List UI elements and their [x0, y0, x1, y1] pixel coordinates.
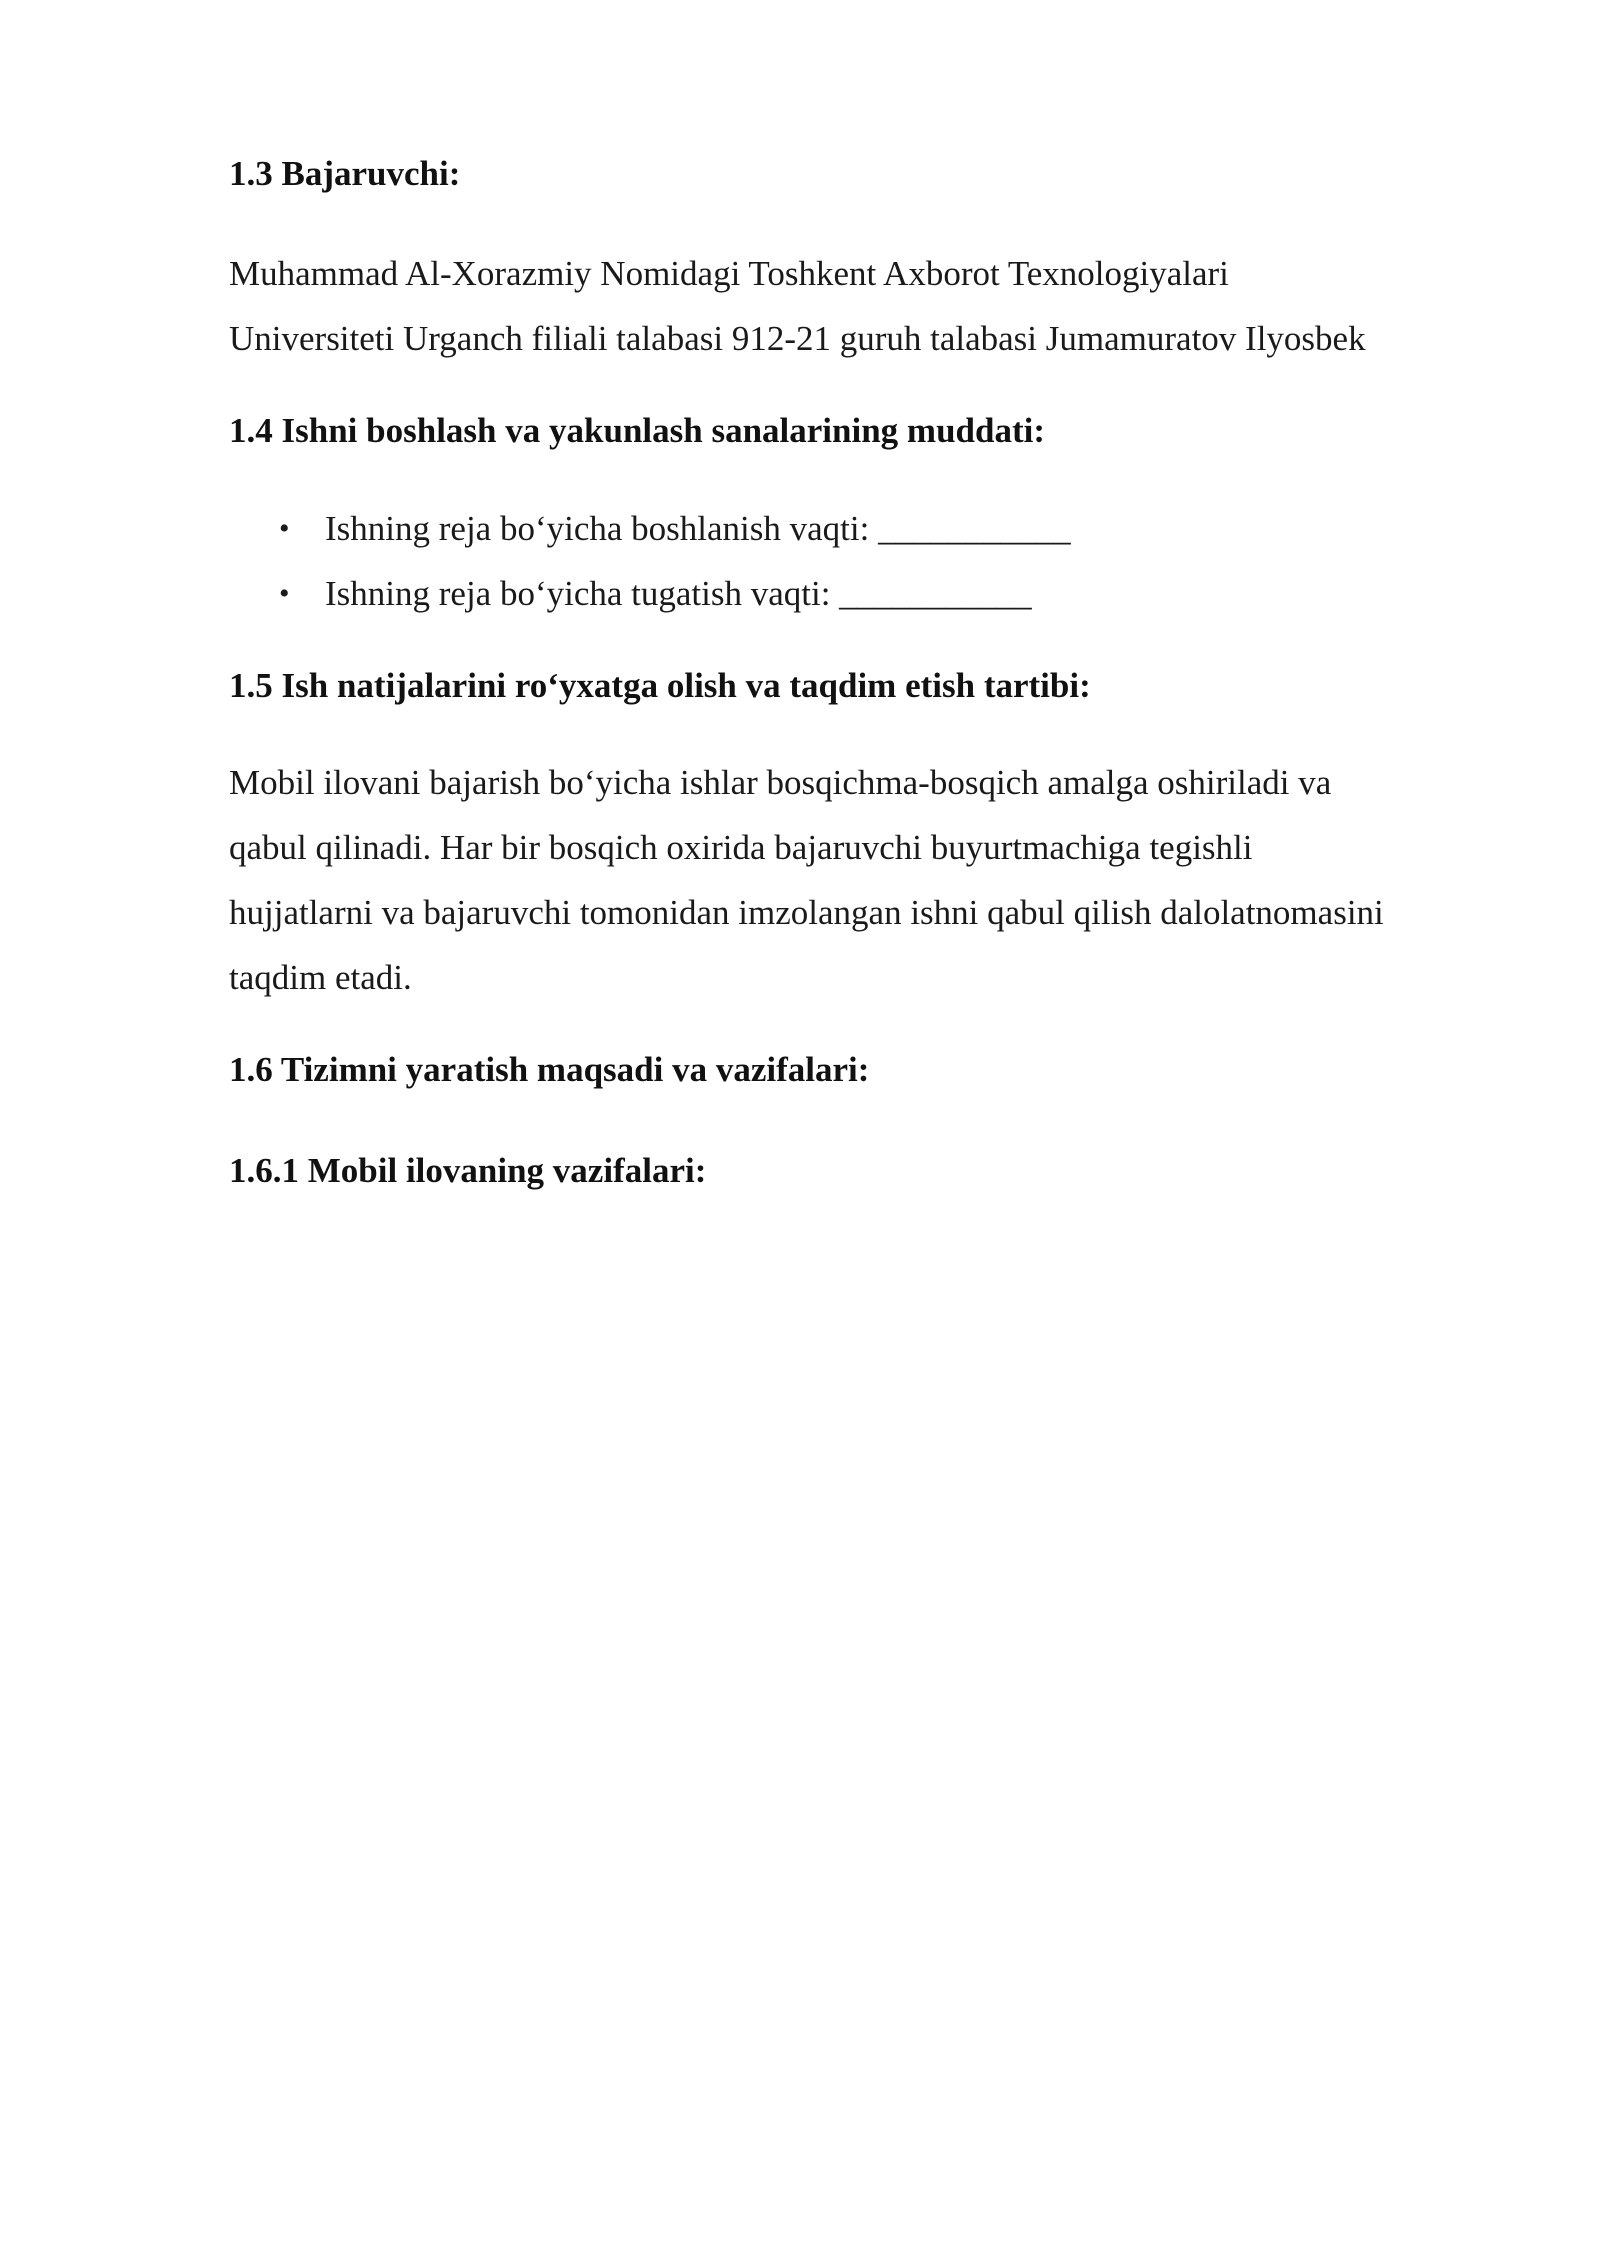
- section-heading-deadlines: 1.4 Ishni boshlash va yakunlash sanalarining muddati:: [229, 411, 1046, 450]
- list-item: [279, 561, 1479, 626]
- section-heading-app-tasks: 1.6.1 Mobil ilovaning vazifalari:: [229, 1151, 707, 1190]
- results-line: Mobil ilovani bajarish bo‘yicha ishlar bosqichma-bosqich amalga oshiriladi va: [229, 763, 1332, 802]
- bullet-icon: •: [279, 577, 290, 610]
- results-line: taqdim etadi.: [229, 958, 412, 997]
- executor-line: Universiteti Urganch filiali talabasi 912-21 guruh talabasi Jumamuratov Ilyosbek: [229, 319, 1366, 358]
- list-item-text: Ishning reja bo‘yicha boshlanish vaqti: ___________: [325, 509, 1071, 548]
- list-item-text: Ishning reja bo‘yicha tugatish vaqti: ___________: [325, 574, 1032, 613]
- deadlines-list: [229, 496, 1479, 626]
- executor-paragraph: [229, 241, 1479, 371]
- executor-line: Muhammad Al-Xorazmiy Nomidagi Toshkent Axborot Texnologiyalari: [229, 254, 1229, 293]
- bullet-icon: •: [279, 512, 290, 545]
- section-heading-goals: 1.6 Tizimni yaratish maqsadi va vazifalari:: [229, 1050, 870, 1089]
- results-line: qabul qilinadi. Har bir bosqich oxirida bajaruvchi buyurtmachiga tegishli: [229, 828, 1253, 867]
- section-heading-executor: 1.3 Bajaruvchi:: [229, 154, 461, 193]
- page-content: [229, 150, 1479, 1195]
- results-line: hujjatlarni va bajaruvchi tomonidan imzolangan ishni qabul qilish dalolatnomasini: [229, 893, 1384, 932]
- results-paragraph: [229, 750, 1479, 1010]
- list-item: [279, 496, 1479, 561]
- section-heading-results: 1.5 Ish natijalarini ro‘yxatga olish va taqdim etish tartibi:: [229, 666, 1091, 705]
